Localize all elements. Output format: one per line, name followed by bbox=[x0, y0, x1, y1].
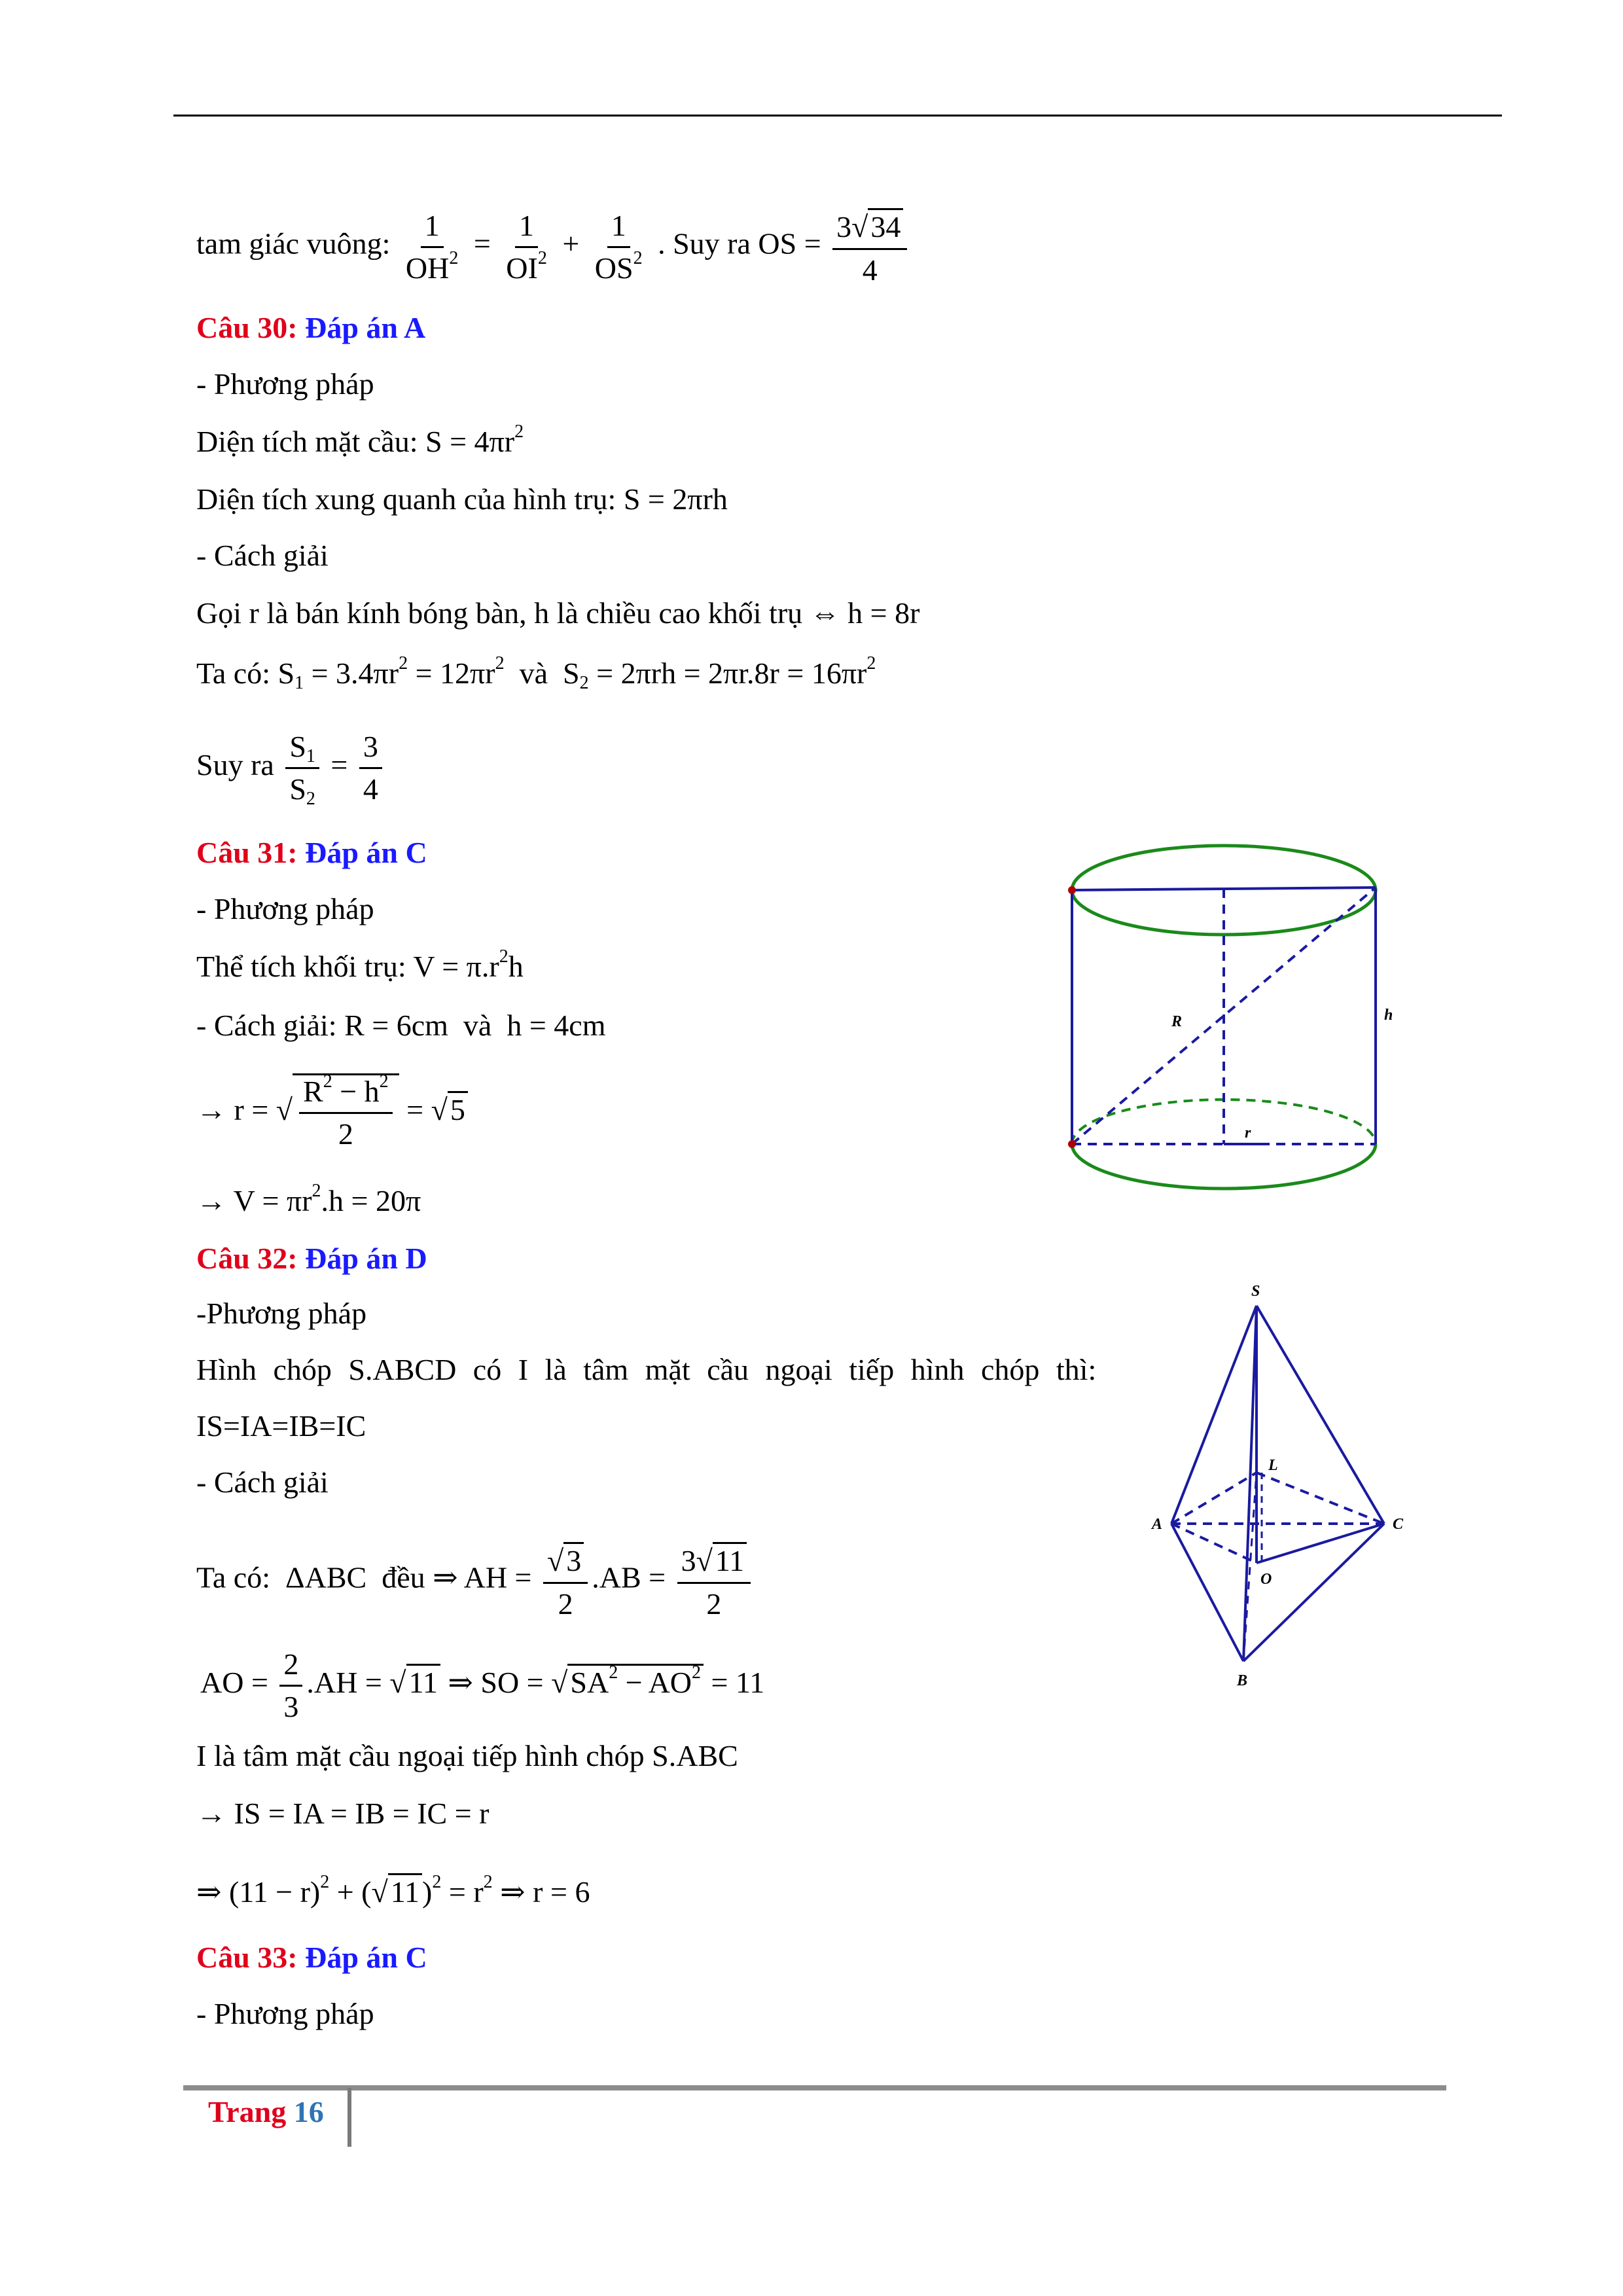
ao-fraction: $\frac{2}{3}$ bbox=[279, 1649, 302, 1722]
label-r: r bbox=[1245, 1124, 1251, 1141]
ratio-fraction: $\frac{S_1}{S_2}$ bbox=[285, 732, 319, 804]
question-number: Câu 33: bbox=[196, 1941, 298, 1974]
q31-solution: - Cách giải: R = 6cm và h = 4cm bbox=[196, 1009, 606, 1042]
ab-fraction: $\frac{3√11}{2}$ bbox=[677, 1542, 751, 1619]
q31-volume: Thể tích khối trụ: $V = \pi.r^2h$ bbox=[196, 946, 524, 983]
answer-label: Đáp án C bbox=[305, 1941, 427, 1974]
edge-SB bbox=[1243, 1306, 1257, 1661]
edge-BA bbox=[1171, 1524, 1243, 1661]
footer-divider bbox=[348, 2088, 351, 2147]
label-R: R bbox=[1171, 1013, 1183, 1030]
q30-method: - Phương pháp bbox=[196, 367, 374, 401]
fraction-os bbox=[591, 208, 647, 285]
q32-p1: Hình chóp S.ABCD có I là tâm mặt cầu ngoại tiếp hình chóp thì: bbox=[196, 1353, 1097, 1386]
q33-method: - Phương pháp bbox=[196, 1997, 374, 2030]
q32-eq-line: → IS = IA = IB = IC = r bbox=[196, 1797, 490, 1830]
label-O: O bbox=[1260, 1571, 1272, 1588]
label-L: L bbox=[1268, 1457, 1278, 1474]
q32-ao-line: AO = $\frac{2}{3}$ .AH = √11 ⇒ SO = $√SA^2 - AO^2 = 11$ bbox=[200, 1647, 765, 1723]
q32-solution: - Cách giải bbox=[196, 1465, 329, 1499]
q32-method: -Phương pháp bbox=[196, 1297, 367, 1330]
question-number: Câu 32: bbox=[196, 1242, 298, 1275]
q33-heading bbox=[196, 1943, 427, 1973]
answer-label: Đáp án D bbox=[305, 1242, 427, 1275]
q32-final-line: ⇒ $(11 - r)^2 + (√11)^2 = r^2$ ⇒ r = 6 bbox=[196, 1872, 590, 1909]
cylinder-figure bbox=[1047, 831, 1400, 1211]
q32-ah-line: Ta có: ΔABC đều ⇒ AH = $\frac{√3}{2}$ .AB = $\frac{3√11}{2}$ bbox=[196, 1542, 755, 1619]
q31-heading bbox=[196, 838, 427, 868]
frac-num: 1 bbox=[515, 211, 538, 248]
header-rule bbox=[173, 115, 1502, 117]
cylinder-bottom-back bbox=[1072, 1100, 1376, 1144]
frac-den: $OI^2$ bbox=[506, 247, 547, 285]
q31-v-line: → $V = \pi r^2.h = 20\pi$ bbox=[196, 1181, 421, 1217]
label-S: S bbox=[1251, 1283, 1260, 1300]
question-number: Câu 30: bbox=[196, 311, 298, 344]
cylinder-bottom-front bbox=[1072, 1144, 1376, 1189]
segment-AO bbox=[1171, 1524, 1257, 1563]
ah-fraction: $\frac{√3}{2}$ bbox=[543, 1542, 588, 1619]
question-number: Câu 31: bbox=[196, 836, 298, 869]
q30-heading bbox=[196, 313, 425, 343]
radicand-fraction: $\frac{R^2 - h^2}{2}$ bbox=[299, 1077, 393, 1149]
plus-sign: + bbox=[562, 226, 580, 260]
q31-r-line: → r = √ $\frac{R^2 - h^2}{2}$ = √5 bbox=[196, 1073, 468, 1149]
edge-SA bbox=[1171, 1306, 1257, 1524]
label-h: h bbox=[1384, 1007, 1393, 1024]
q30-ratio-line: Suy ra $\frac{S_1}{S_2}$ = $\frac{3}{4}$ bbox=[196, 732, 386, 804]
pyramid-figure bbox=[1139, 1276, 1427, 1702]
footer-rule bbox=[183, 2085, 1446, 2090]
q30-sphere-area: Diện tích mặt cầu: $S = 4\pi r^2$ bbox=[196, 422, 524, 458]
q30-taco-line: Ta có: $S_1 = 3.4\pi r^2 = 12\pi r^2$ và $S_2 = 2\pi rh = 2\pi r.8r = 16\pi r^2$ bbox=[196, 653, 876, 693]
q30-line1: Gọi r là bán kính bóng bàn, h là chiều cao khối trụ ⇔ h = 8r bbox=[196, 596, 920, 630]
frac-num: 1 bbox=[607, 211, 630, 248]
frac-den: $OH^2$ bbox=[405, 247, 459, 285]
footer-word: Trang bbox=[208, 2095, 287, 2128]
equals-sign: = bbox=[473, 226, 491, 260]
q32-i-line: I là tâm mặt cầu ngoại tiếp hình chóp S.ABC bbox=[196, 1739, 738, 1772]
frac-den: 4 bbox=[862, 253, 878, 287]
point-bottom-left bbox=[1068, 1140, 1076, 1148]
q30-cylinder-area: Diện tích xung quanh của hình trụ: S = 2πrh bbox=[196, 482, 728, 516]
frac-num: 3√34 bbox=[832, 208, 907, 250]
os-lhs: OS = bbox=[758, 226, 821, 260]
frac-num: 1 bbox=[421, 211, 444, 248]
answer-label: Đáp án A bbox=[305, 311, 426, 344]
intro-text: tam giác vuông: bbox=[196, 226, 391, 260]
fraction-oi bbox=[502, 208, 551, 285]
fraction-oh bbox=[402, 208, 462, 285]
suy-ra-text: . Suy ra bbox=[658, 226, 751, 260]
q30-solution: - Cách giải bbox=[196, 539, 329, 572]
page-footer bbox=[208, 2094, 324, 2129]
fraction-os-result bbox=[832, 208, 907, 285]
q31-method: - Phương pháp bbox=[196, 892, 374, 925]
frac-den: $OS^2$ bbox=[594, 247, 643, 285]
point-top-left bbox=[1068, 886, 1076, 894]
segment-LC bbox=[1257, 1473, 1384, 1524]
label-A: A bbox=[1152, 1516, 1163, 1533]
segment-AL bbox=[1171, 1473, 1257, 1524]
page-number: 16 bbox=[293, 2095, 324, 2128]
ratio-value: $\frac{3}{4}$ bbox=[359, 732, 382, 804]
label-C: C bbox=[1393, 1516, 1404, 1533]
intro-line bbox=[196, 208, 911, 285]
answer-label: Đáp án C bbox=[305, 836, 427, 869]
q32-p2: IS=IA=IB=IC bbox=[196, 1409, 366, 1443]
q32-heading bbox=[196, 1244, 427, 1274]
edge-SC bbox=[1257, 1306, 1384, 1524]
label-B: B bbox=[1237, 1672, 1248, 1689]
